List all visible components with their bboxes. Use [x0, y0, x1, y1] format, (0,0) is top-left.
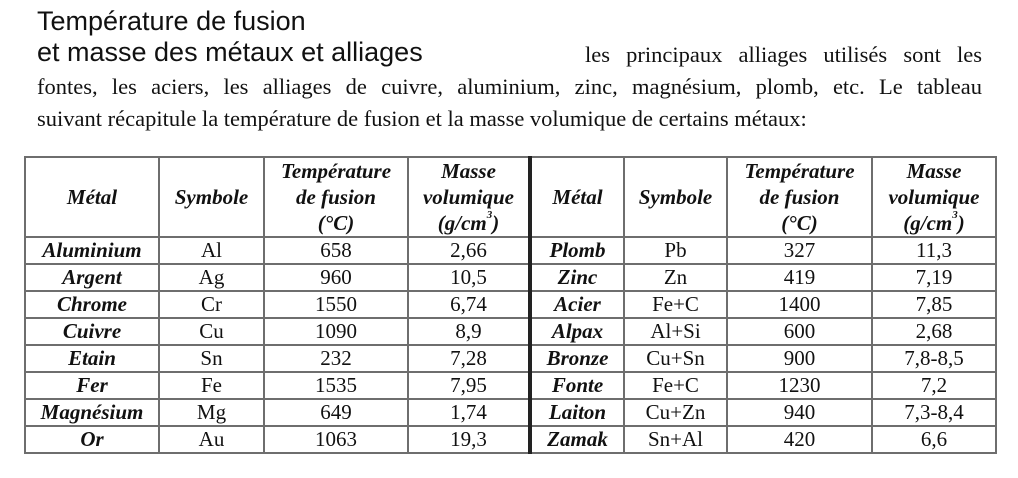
header-masse-line-2: volumique	[422, 185, 514, 209]
cell-masse: 7,85	[872, 291, 996, 318]
cell-symbole: Fe+C	[624, 372, 727, 399]
header-metal-right: Métal	[530, 157, 624, 237]
cell-masse: 7,3-8,4	[872, 399, 996, 426]
cell-symbole: Au	[159, 426, 264, 453]
cell-metal: Fer	[25, 372, 159, 399]
cell-masse: 7,19	[872, 264, 996, 291]
header-symbole-right: Symbole	[624, 157, 727, 237]
cell-temperature: 1400	[727, 291, 872, 318]
cell-masse: 7,2	[872, 372, 996, 399]
cell-temperature: 1230	[727, 372, 872, 399]
header-masse-line-3: $(g/cm^3)$	[437, 209, 500, 235]
cell-temperature: 1063	[264, 426, 408, 453]
cell-metal: Plomb	[530, 237, 624, 264]
cell-symbole: Ag	[159, 264, 264, 291]
header-masse-line-1: Masse	[441, 159, 496, 183]
cell-temperature: 1550	[264, 291, 408, 318]
cell-metal: Magnésium	[25, 399, 159, 426]
cell-masse: 1,74	[408, 399, 530, 426]
cell-metal: Zinc	[530, 264, 624, 291]
cell-metal: Cuivre	[25, 318, 159, 345]
cell-symbole: Cu	[159, 318, 264, 345]
cell-temperature: 419	[727, 264, 872, 291]
header-metal: Métal	[25, 157, 159, 237]
cell-masse: 7,95	[408, 372, 530, 399]
header-temp-line-3: (°C)	[781, 211, 818, 235]
cell-metal: Laiton	[530, 399, 624, 426]
cell-symbole: Zn	[624, 264, 727, 291]
header-temperature-right	[727, 157, 872, 237]
cell-masse: 7,8-8,5	[872, 345, 996, 372]
header-masse-line-1: Masse	[906, 159, 962, 183]
header-temp-line-2: de fusion	[296, 185, 376, 209]
cell-symbole: Al+Si	[624, 318, 727, 345]
cell-masse: 6,74	[408, 291, 530, 318]
cell-temperature: 1535	[264, 372, 408, 399]
cell-symbole: Fe+C	[624, 291, 727, 318]
cell-masse: 11,3	[872, 237, 996, 264]
table-row	[25, 426, 996, 453]
title-line-1: Température de fusion	[37, 6, 306, 36]
table-row	[25, 372, 996, 399]
table-row	[25, 345, 996, 372]
table-row	[25, 264, 996, 291]
cell-metal: Bronze	[530, 345, 624, 372]
header-masse-right	[872, 157, 996, 237]
table-header-row	[25, 157, 996, 237]
table-row	[25, 237, 996, 264]
cell-temperature: 649	[264, 399, 408, 426]
header-temperature	[264, 157, 408, 237]
cell-metal: Or	[25, 426, 159, 453]
header-masse-line-3: $(g/cm^3)$	[903, 209, 965, 235]
header-masse	[408, 157, 530, 237]
cell-symbole: Fe	[159, 372, 264, 399]
cell-metal: Zamak	[530, 426, 624, 453]
cell-metal: Aluminium	[25, 237, 159, 264]
cell-masse: 6,6	[872, 426, 996, 453]
header-temp-line-3: (°C)	[317, 211, 355, 235]
cell-masse: 19,3	[408, 426, 530, 453]
cell-temperature: 1090	[264, 318, 408, 345]
cell-symbole: Cu+Sn	[624, 345, 727, 372]
title-line-2: et masse des métaux et alliages	[37, 37, 423, 67]
header-masse-line-2: volumique	[888, 185, 980, 209]
cell-metal: Alpax	[530, 318, 624, 345]
cell-symbole: Al	[159, 237, 264, 264]
table-row	[25, 318, 996, 345]
cell-metal: Etain	[25, 345, 159, 372]
cell-temperature: 600	[727, 318, 872, 345]
cell-symbole: Sn	[159, 345, 264, 372]
cell-symbole: Mg	[159, 399, 264, 426]
cell-temperature: 940	[727, 399, 872, 426]
paragraph-line-2: fontes, les aciers, les alliages de cuivre, aluminium, zinc, magnésium, plomb, etc. Le tableau	[37, 74, 982, 99]
cell-symbole: Cu+Zn	[624, 399, 727, 426]
cell-temperature: 420	[727, 426, 872, 453]
cell-masse: 7,28	[408, 345, 530, 372]
header-symbole: Symbole	[159, 157, 264, 237]
paragraph-line-1: les principaux alliages utilisés sont les	[585, 42, 982, 67]
cell-temperature: 327	[727, 237, 872, 264]
cell-masse: 10,5	[408, 264, 530, 291]
table-row	[25, 399, 996, 426]
cell-symbole: Cr	[159, 291, 264, 318]
cell-temperature: 232	[264, 345, 408, 372]
header-temp-line-1: Température	[280, 159, 392, 183]
cell-symbole: Pb	[624, 237, 727, 264]
cell-temperature: 658	[264, 237, 408, 264]
cell-metal: Acier	[530, 291, 624, 318]
header-temp-line-1: Température	[744, 159, 855, 183]
cell-metal: Argent	[25, 264, 159, 291]
cell-symbole: Sn+Al	[624, 426, 727, 453]
cell-metal: Chrome	[25, 291, 159, 318]
cell-masse: 2,66	[408, 237, 530, 264]
cell-masse: 2,68	[872, 318, 996, 345]
paragraph-line-3: suivant récapitule la température de fusion et la masse volumique de certains métaux:	[37, 106, 807, 131]
cell-temperature: 960	[264, 264, 408, 291]
document-title	[37, 6, 423, 68]
metals-table	[24, 156, 997, 454]
table-row	[25, 291, 996, 318]
header-temp-line-2: de fusion	[759, 185, 840, 209]
cell-masse: 8,9	[408, 318, 530, 345]
cell-temperature: 900	[727, 345, 872, 372]
cell-metal: Fonte	[530, 372, 624, 399]
